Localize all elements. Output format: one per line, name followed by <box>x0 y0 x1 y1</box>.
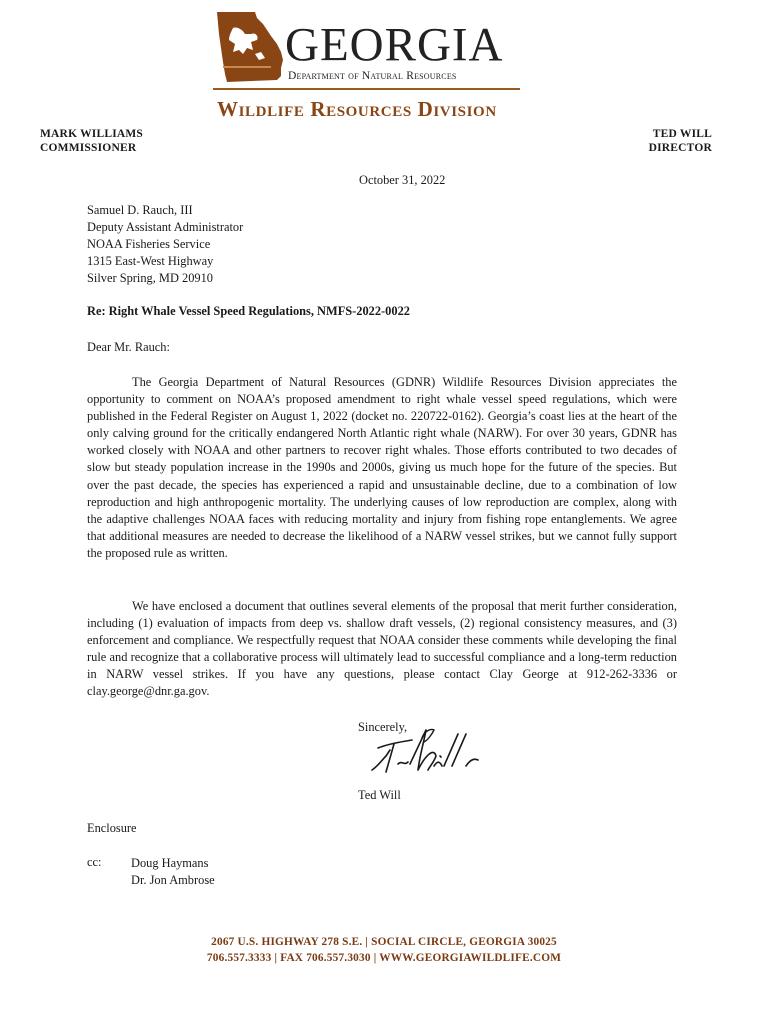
recipient-address <box>87 202 243 287</box>
handwritten-signature <box>368 720 483 778</box>
cc-list <box>131 855 215 889</box>
georgia-map-logo-icon <box>211 10 285 84</box>
commissioner-title: COMMISSIONER <box>40 142 137 154</box>
director-block <box>640 127 712 155</box>
recipient-street: 1315 East-West Highway <box>87 254 214 268</box>
footer-address: 2067 U.S. HIGHWAY 278 S.E. | SOCIAL CIRCLE, GEORGIA 30025 <box>211 936 557 948</box>
division-name: Wildlife Resources Division <box>217 97 497 121</box>
cc-label: cc: <box>87 855 102 869</box>
commissioner-block <box>40 127 143 155</box>
enclosure-note: Enclosure <box>87 821 137 835</box>
department-name: Department of Natural Resources <box>288 70 457 82</box>
cc-recipient: Doug Haymans <box>131 856 209 870</box>
footer-contact: 706.557.3333 | FAX 706.557.3030 | WWW.GEORGIAWILDLIFE.COM <box>206 952 562 964</box>
org-name: GEORGIA <box>285 18 504 72</box>
subject-line: Re: Right Whale Vessel Speed Regulations, NMFS-2022-0022 <box>87 304 410 318</box>
recipient-city: Silver Spring, MD 20910 <box>87 271 213 285</box>
salutation: Dear Mr. Rauch: <box>87 340 170 354</box>
header-divider <box>213 88 520 90</box>
director-title: DIRECTOR <box>648 142 712 154</box>
body-paragraph-2: We have enclosed a document that outlines several elements of the proposal that merit further consideration, including (1) evaluation of impacts from deep vs. shallow draft vessels, (2) regional consistency measures, and (3) enforcement and compliance. We respectfully request that NOAA consider these comments while developing the final rule and recognize that a collaborative process will ultimately lead to successful compliance and a long-term reduction in NARW vessel strikes. If you have any questions, please contact Clay George at 912-262-3336 or clay.george@dnr.ga.gov. <box>87 599 677 699</box>
director-name: TED WILL <box>652 128 712 140</box>
closing: Sincerely, <box>358 720 408 734</box>
recipient-organization: NOAA Fisheries Service <box>87 237 211 251</box>
signer-name: Ted Will <box>358 788 401 802</box>
body-paragraph-1: The Georgia Department of Natural Resources (GDNR) Wildlife Resources Division appreciates the opportunity to comment on NOAA’s proposed amendment to right whale vessel speed regulations, which were published in the Federal Register on August 1, 2022 (docket no. 220722-0162). Georgia’s coast lies at the heart of the only calving ground for the critically endangered North Atlantic right whale (NARW). For over 30 years, GDNR has worked closely with NOAA and other partners to recover right whales. Those efforts contributed to two decades of slow but steady population increase in the 1990s and 2000s, giving us much hope for the future of the species. But over the past decade, the species has experienced a rapid and unsustainable decline, due to a combination of low reproduction and high anthropogenic mortality. The underlying causes of low reproduction are complex, along with the adaptive challenges NOAA faces with reducing mortality and injury from fishing rope entanglements. We agree that additional measures are needed to decrease the likelihood of a NARW vessel strikes, but we cannot fully support the proposed rule as written. <box>87 375 677 560</box>
letter-date: October 31, 2022 <box>359 173 446 187</box>
commissioner-name: MARK WILLIAMS <box>40 128 144 140</box>
cc-recipient: Dr. Jon Ambrose <box>131 873 215 887</box>
recipient-title: Deputy Assistant Administrator <box>87 220 244 234</box>
recipient-name: Samuel D. Rauch, III <box>87 203 193 217</box>
